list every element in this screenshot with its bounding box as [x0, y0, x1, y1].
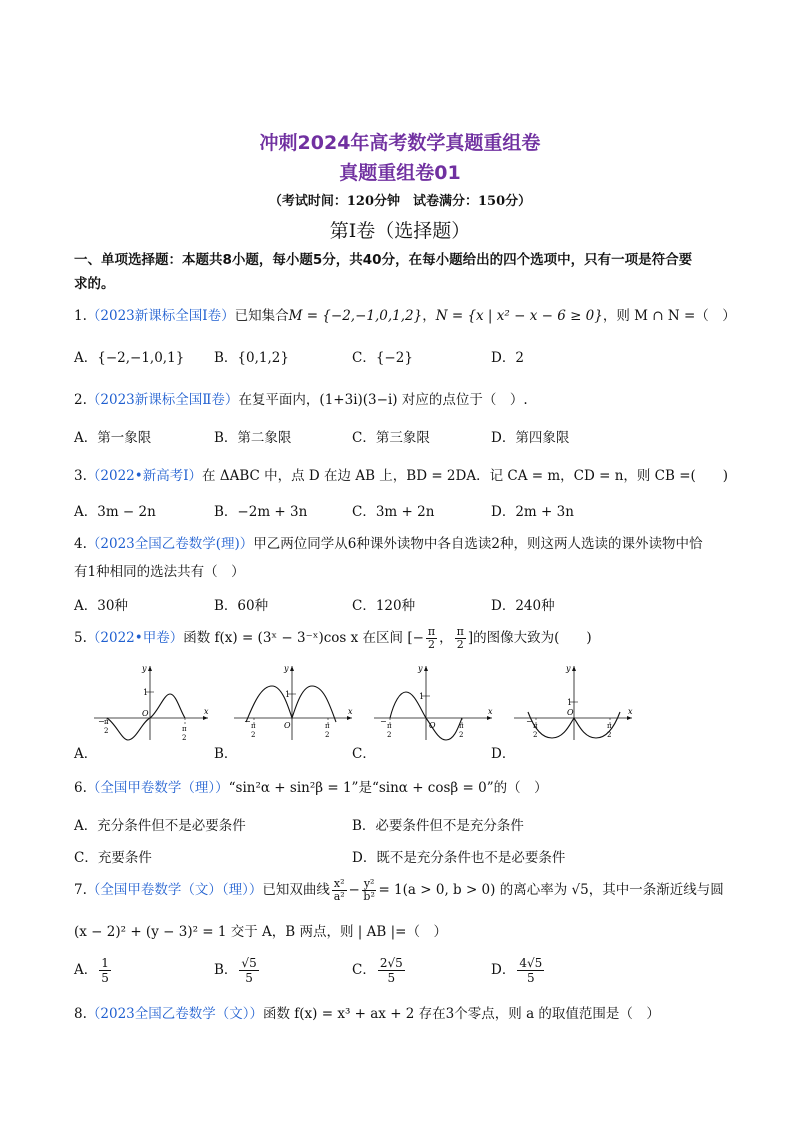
svg-text:π: π	[251, 722, 256, 730]
q8-stem: 函数 f(x) = x³ + ax + 2 存在3个零点，则 a 的取值范围是（ ）	[263, 1006, 660, 1022]
q5-stem-a: 函数 f(x) = (3ˣ − 3⁻ˣ)cos x 在区间 [−	[183, 630, 424, 646]
q5-stem-b: ]的图像大致为( )	[467, 630, 592, 646]
q7-source: （全国甲卷数学（文）（理））	[86, 882, 263, 898]
q4-option-c: C．120种	[352, 598, 416, 614]
q2-source: （2023新课标全国Ⅱ卷）	[86, 392, 239, 408]
svg-text:y: y	[566, 664, 571, 673]
svg-text:π: π	[607, 722, 612, 730]
exam-info: （考试时间：120分钟 试卷满分：150分）	[268, 194, 532, 209]
svg-text:−: −	[526, 717, 533, 726]
q4-option-b: B．60种	[214, 598, 269, 614]
q1-set-m: M = {−2,−1,0,1,2}	[288, 308, 423, 324]
q7-option-c: C． $\frac{2√5}{5}$	[352, 956, 403, 985]
q5-graph-c	[372, 662, 496, 742]
q3-option-a: A．3m − 2n	[74, 504, 156, 520]
title-line-2: 真题重组卷01	[339, 162, 461, 184]
title-line-1: 冲刺2024年高考数学真题重组卷	[259, 132, 541, 154]
svg-text:2: 2	[607, 731, 612, 739]
svg-text:O: O	[429, 721, 436, 730]
svg-text:π: π	[182, 725, 187, 733]
svg-text:2: 2	[325, 731, 330, 739]
svg-text:2: 2	[387, 731, 392, 739]
q4-stem-2: 有1种相同的选法共有（ ）	[74, 564, 245, 580]
q7-stem-a: 已知双曲线	[262, 882, 330, 898]
q6-stem: “sin²α + sin²β = 1”是“sinα + cosβ = 0”的（ ）	[228, 780, 548, 796]
q2-option-b: B．第二象限	[214, 430, 292, 446]
svg-text:2: 2	[182, 734, 187, 742]
question-7: 7.（全国甲卷数学（文）（理））已知双曲线 $\frac{\text{x²}}{\text{a²}}$ − $\frac{\text{y²}}{\text{b²}}$ = 1(a > 0, b > 0) 的离心率为 √5，其中一条渐近线与圆	[74, 877, 724, 903]
question-8	[74, 1002, 660, 1022]
graph-a-y-label: y	[142, 664, 147, 673]
q6-number: 6.	[74, 780, 87, 796]
svg-text:y: y	[284, 664, 289, 673]
q4-stem-1: 甲乙两位同学从6种课外读物中各自选读2种，则这两人选读的课外读物中恰	[253, 536, 703, 552]
q5-option-b: B．	[214, 746, 238, 762]
question-3	[74, 464, 728, 484]
q1-set-n: N = {x | x² − x − 6 ≥ 0}	[435, 308, 603, 324]
svg-text:π: π	[325, 722, 330, 730]
q3-number: 3.	[74, 468, 87, 484]
q5-option-d: D．	[491, 746, 516, 762]
q7-stem-2: (x − 2)² + (y − 3)² = 1 交于 A，B 两点，则 | AB |=（ ）	[74, 924, 447, 940]
svg-text:x: x	[488, 707, 493, 716]
q8-source: （2023全国乙卷数学（文））	[86, 1006, 263, 1022]
question-1: 1.（2023新课标全国Ⅰ卷）已知集合M = {−2,−1,0,1,2}，N = {x | x² − x − 6 ≥ 0}，则 M ∩ N =（ ）	[74, 308, 736, 324]
svg-text:y: y	[418, 664, 423, 673]
q7-option-d: D． $\frac{4√5}{5}$	[491, 956, 543, 985]
svg-text:2: 2	[251, 731, 256, 739]
svg-text:x: x	[628, 707, 633, 716]
q6-source: （全国甲卷数学（理））	[86, 780, 229, 796]
svg-text:−: −	[244, 717, 251, 726]
svg-text:1: 1	[567, 698, 573, 707]
graph-a-one: 1	[143, 688, 149, 697]
q6-option-a: A．充分条件但不是必要条件	[74, 818, 246, 834]
question-6	[74, 776, 548, 796]
q5-option-c: C．	[352, 746, 376, 762]
section-instructions	[74, 248, 734, 296]
question-4	[74, 532, 702, 552]
q5-graph-b	[232, 662, 356, 742]
svg-text:−: −	[380, 717, 387, 726]
question-5: 5.（2022•甲卷）函数 f(x) = (3ˣ − 3⁻ˣ)cos x 在区间 [− $\frac{\pi}{2}$ ， $\frac{\pi}{2}$ ]的图像大致为( )	[74, 625, 592, 651]
q1-source: （2023新课标全国Ⅰ卷）	[86, 308, 235, 324]
svg-text:x: x	[348, 707, 353, 716]
q7-option-a: A． $\frac{1}{5}$	[74, 956, 109, 985]
q4-source: （2023全国乙卷数学(理)）	[86, 536, 254, 552]
q2-option-c: C．第三象限	[352, 430, 430, 446]
svg-text:−: −	[98, 717, 105, 726]
q1-number: 1.	[74, 308, 87, 324]
volume-heading: 第I卷（选择题）	[329, 220, 471, 242]
svg-text:π: π	[387, 722, 392, 730]
q8-number: 8.	[74, 1006, 87, 1022]
q1-option-b: B．{0,1,2}	[214, 350, 289, 366]
svg-text:2: 2	[533, 731, 538, 739]
svg-text:O: O	[284, 721, 291, 730]
q4-number: 4.	[74, 536, 87, 552]
svg-text:π: π	[533, 722, 538, 730]
q4-option-d: D．240种	[491, 598, 555, 614]
q5-frac-2: $\frac{\pi}{2}$	[456, 625, 464, 651]
svg-text:2: 2	[459, 731, 464, 739]
question-2	[74, 388, 528, 408]
section-line-2: 求的。	[74, 276, 115, 292]
q1-option-d: D．2	[491, 350, 524, 366]
section-line-1: 一、单项选择题：本题共8小题，每小题5分，共40分，在每小题给出的四个选项中，只有一项是符合要	[74, 252, 693, 268]
q5-option-a: A．	[74, 746, 98, 762]
q1-stem-a: 已知集合	[234, 308, 289, 324]
q4-option-a: A．30种	[74, 598, 128, 614]
q6-option-d: D．既不是充分条件也不是必要条件	[352, 850, 566, 866]
q5-frac-1: $\frac{\pi}{2}$	[427, 625, 436, 651]
q6-option-b: B．必要条件但不是充分条件	[352, 818, 524, 834]
q1-stem-b: ，则 M ∩ N =（ ）	[602, 308, 736, 324]
q7-frac-x: $\frac{\text{x²}}{\text{a²}}$	[333, 877, 345, 903]
q3-stem: 在 ΔABC 中，点 D 在边 AB 上，BD = 2DA．记 CA = m，CD = n，则 CB =( )	[202, 468, 729, 484]
q3-source: （2022•新高考Ⅰ）	[86, 468, 203, 484]
svg-text:π: π	[104, 718, 109, 726]
q1-option-a: A．{−2,−1,0,1}	[74, 350, 185, 366]
q3-option-b: B．−2m + 3n	[214, 504, 308, 520]
q5-source: （2022•甲卷）	[86, 630, 184, 646]
q6-option-c: C．充要条件	[74, 850, 152, 866]
q3-option-c: C．3m + 2n	[352, 504, 435, 520]
q7-stem-b: = 1(a > 0, b > 0) 的离心率为 √5，其中一条渐近线与圆	[378, 882, 724, 898]
q2-option-d: D．第四象限	[491, 430, 570, 446]
q7-option-b: B． $\frac{√5}{5}$	[214, 956, 257, 985]
q5-number: 5.	[74, 630, 87, 646]
svg-text:π: π	[459, 722, 464, 730]
graph-a-origin: O	[142, 709, 149, 718]
q5-graph-d	[512, 662, 636, 742]
svg-text:2: 2	[104, 727, 109, 735]
q3-option-d: D．2m + 3n	[491, 504, 574, 520]
q2-option-a: A．第一象限	[74, 430, 152, 446]
q1-option-c: C．{−2}	[352, 350, 413, 366]
q7-number: 7.	[74, 882, 87, 898]
q7-frac-y: $\frac{\text{y²}}{\text{b²}}$	[363, 877, 375, 903]
svg-text:O: O	[567, 708, 574, 717]
q2-stem: 在复平面内，(1+3i)(3−i) 对应的点位于（ ）.	[238, 392, 528, 408]
q2-number: 2.	[74, 392, 87, 408]
q5-graph-a	[92, 662, 212, 742]
graph-a-x-label: x	[204, 707, 209, 716]
svg-text:1: 1	[285, 690, 291, 699]
svg-text:1: 1	[419, 692, 425, 701]
